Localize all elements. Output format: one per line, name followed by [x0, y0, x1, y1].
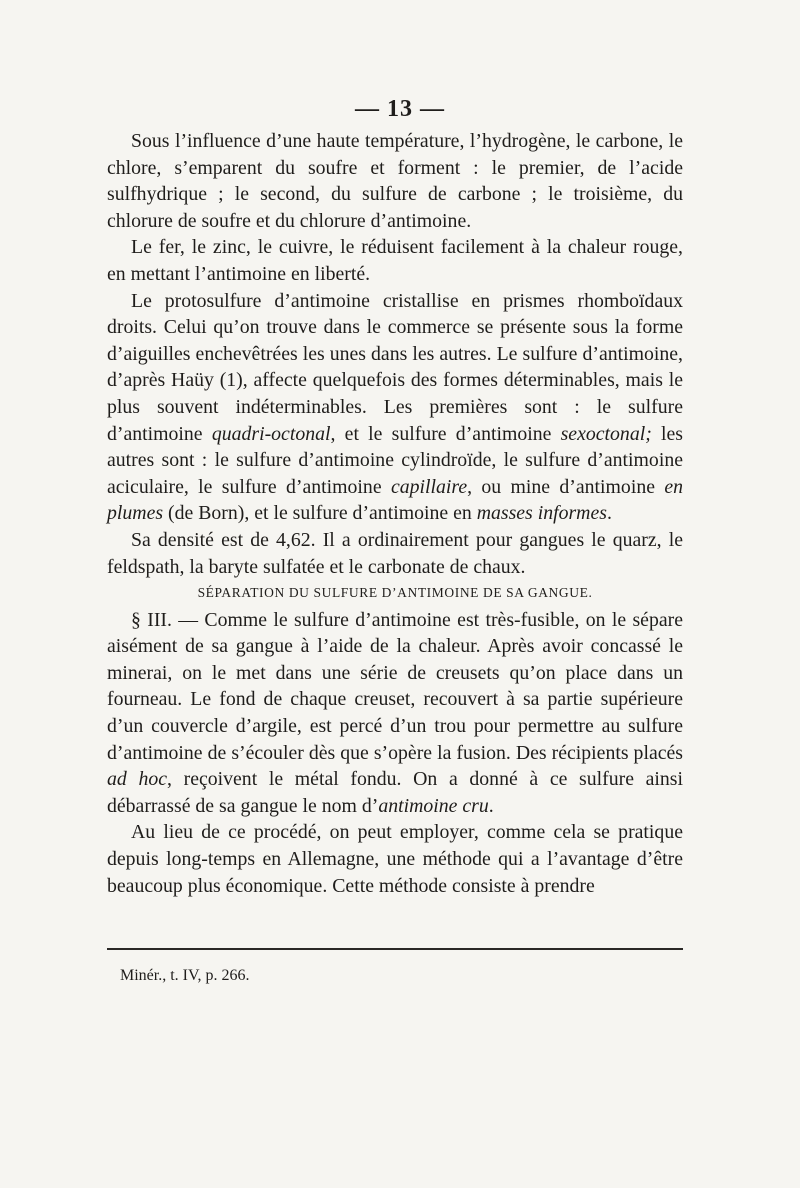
- footnote: Minér., t. IV, p. 266.: [120, 967, 250, 984]
- paragraph-protosulfure: [107, 288, 683, 527]
- italic-term: ad hoc: [107, 768, 167, 791]
- text-run: les autres sont : le sulfure d’antimoine cylindroïde, le sulfure d’antimoine aciculaire, le sulfure d’antimoine: [107, 422, 683, 498]
- paragraph-iron-zinc: Le fer, le zinc, le cuivre, le réduisent facilement à la chaleur rouge, en mettant l’antimoine en liberté.: [107, 236, 683, 285]
- text-run: § III. — Comme le sulfure d’antimoine est très-fusible, on le sépare aisément de sa gangue à l’aide de la chaleur. Après avoir concassé le minerai, on le met dans une série de creusets qu’on place dans un fourneau. Le fond de chaque creuset, recouvert à sa partie supérieure d’un couvercle d’argile, est percé d’un trou pour permettre au sulfure d’antimoine de s’écouler dès que s’opère la fusion. Des récipients placés: [107, 608, 683, 764]
- paragraph-density: Sa densité est de 4,62. Il a ordinairement pour gangues le quarz, le feldspath, la baryte sulfatée et le carbonate de chaux.: [107, 528, 683, 578]
- text-run: (de Born), et le sulfure d’antimoine en: [163, 502, 477, 525]
- italic-term: en plumes: [107, 475, 683, 525]
- paragraph-section-3: [107, 607, 683, 820]
- section-heading: SÉPARATION DU SULFURE D’ANTIMOINE DE SA GANGUE.: [197, 585, 593, 601]
- paragraph-germany-method: Au lieu de ce procédé, on peut employer, comme cela se pratique depuis long-temps en Allemagne, une méthode qui a l’avantage d’être beaucoup plus économique. Cette méthode consiste à prendre: [107, 821, 683, 897]
- text-run: , et le sulfure d’antimoine: [330, 422, 561, 445]
- footnote-divider: [107, 948, 683, 950]
- main-text: [107, 128, 683, 899]
- page-number: — 13 —: [355, 96, 445, 122]
- italic-term: quadri-octonal: [211, 422, 331, 445]
- text-run: , reçoivent le métal fondu. On a donné à ce sulfure ainsi débarrassé de sa gangue le nom d’: [107, 768, 683, 817]
- text-run: Le protosulfure d’antimoine cristallise en prismes rhomboïdaux droits. Celui qu’on trouve dans le commerce se présente sous la forme d’aiguilles enchevêtrées les unes dans les autres. Le sulfure d’antimoine, d’après Haüy (1), affecte quelquefois des formes déterminables, mais le plus souvent indéterminables. Les premières sont : le sulfure d’antimoine: [107, 289, 683, 445]
- italic-term: capillaire: [390, 475, 468, 498]
- italic-term: antimoine cru: [378, 794, 489, 817]
- paragraph-hydrogen: Sous l’influence d’une haute température, l’hydrogène, le carbone, le chlore, s’emparent du soufre et forment : le premier, de l’acide sulfhydrique ; le second, du sulfure de carbone ; le troisième, du chlorure de soufre et du chlorure d’antimoine.: [107, 130, 683, 232]
- text-run: , ou mine d’antimoine: [467, 475, 665, 498]
- text-run: .: [606, 502, 612, 525]
- italic-term: sexoctonal;: [560, 422, 652, 445]
- italic-term: masses informes: [476, 502, 607, 525]
- text-run: .: [488, 794, 494, 817]
